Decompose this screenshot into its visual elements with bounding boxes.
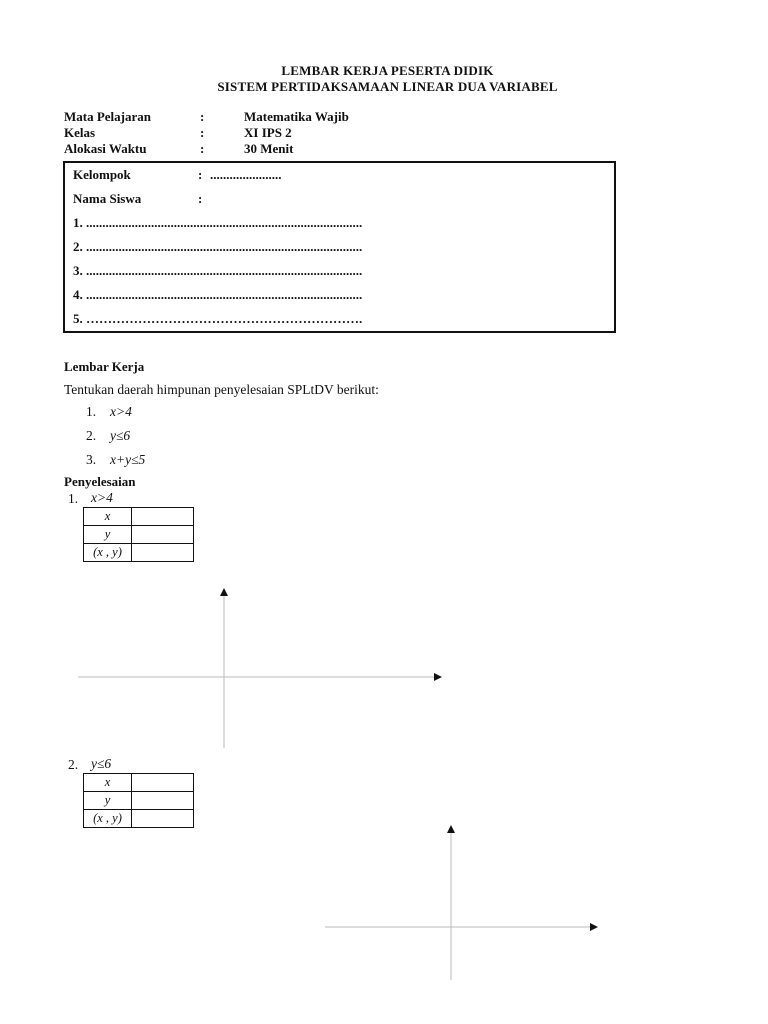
student-line-1[interactable]: 1. .....................................................................................	[73, 215, 363, 230]
row-label-y: y	[84, 526, 132, 544]
time-value: 30 Menit	[244, 141, 294, 156]
student-line-4[interactable]: 4. .....................................................................................	[73, 287, 363, 302]
task-expression-2: y≤6	[110, 428, 131, 443]
task-expression-3: x+y≤5	[110, 452, 146, 467]
solution-expression-1: x>4	[91, 490, 113, 505]
row-label-xy: (x , y)	[84, 544, 132, 562]
worksheet-title: LEMBAR KERJA PESERTA DIDIK	[281, 63, 494, 78]
student-line-2[interactable]: 2. .....................................................................................	[73, 239, 363, 254]
row-label-y: y	[84, 792, 132, 810]
solution-expression-2: y≤6	[91, 756, 112, 771]
time-label: Alokasi Waktu	[64, 141, 147, 156]
subject-value: Matematika Wajib	[244, 109, 349, 124]
row-label-x: x	[84, 774, 132, 792]
solution-number-1: 1.	[68, 491, 79, 506]
group-value-blank[interactable]: ......................	[210, 167, 282, 182]
student-line-5[interactable]: 5. ……………………………………………………….	[73, 311, 363, 326]
task-number-3: 3.	[86, 452, 97, 467]
group-separator: :	[198, 167, 203, 182]
instruction-text: Tentukan daerah himpunan penyelesaian SPLtDV berikut:	[64, 382, 379, 397]
solution-heading: Penyelesaian	[64, 474, 136, 489]
class-label: Kelas	[64, 125, 96, 140]
x-axis-arrow-icon	[590, 923, 598, 931]
class-separator: :	[200, 125, 205, 140]
worksheet-heading: Lembar Kerja	[64, 359, 145, 374]
group-label: Kelompok	[73, 167, 131, 182]
student-line-3[interactable]: 3. .....................................................................................	[73, 263, 363, 278]
row-label-x: x	[84, 508, 132, 526]
student-name-separator: :	[198, 191, 203, 206]
class-value: XI IPS 2	[244, 125, 292, 140]
solution-number-2: 2.	[68, 757, 79, 772]
worksheet-subtitle: SISTEM PERTIDAKSAMAAN LINEAR DUA VARIABEL	[217, 79, 558, 94]
time-separator: :	[200, 141, 205, 156]
row-label-xy: (x , y)	[84, 810, 132, 828]
task-number-2: 2.	[86, 428, 97, 443]
subject-label: Mata Pelajaran	[64, 109, 152, 124]
student-name-label: Nama Siswa	[73, 191, 142, 206]
y-axis-arrow-icon	[447, 825, 455, 833]
subject-separator: :	[200, 109, 205, 124]
task-number-1: 1.	[86, 404, 97, 419]
task-expression-1: x>4	[110, 404, 132, 419]
